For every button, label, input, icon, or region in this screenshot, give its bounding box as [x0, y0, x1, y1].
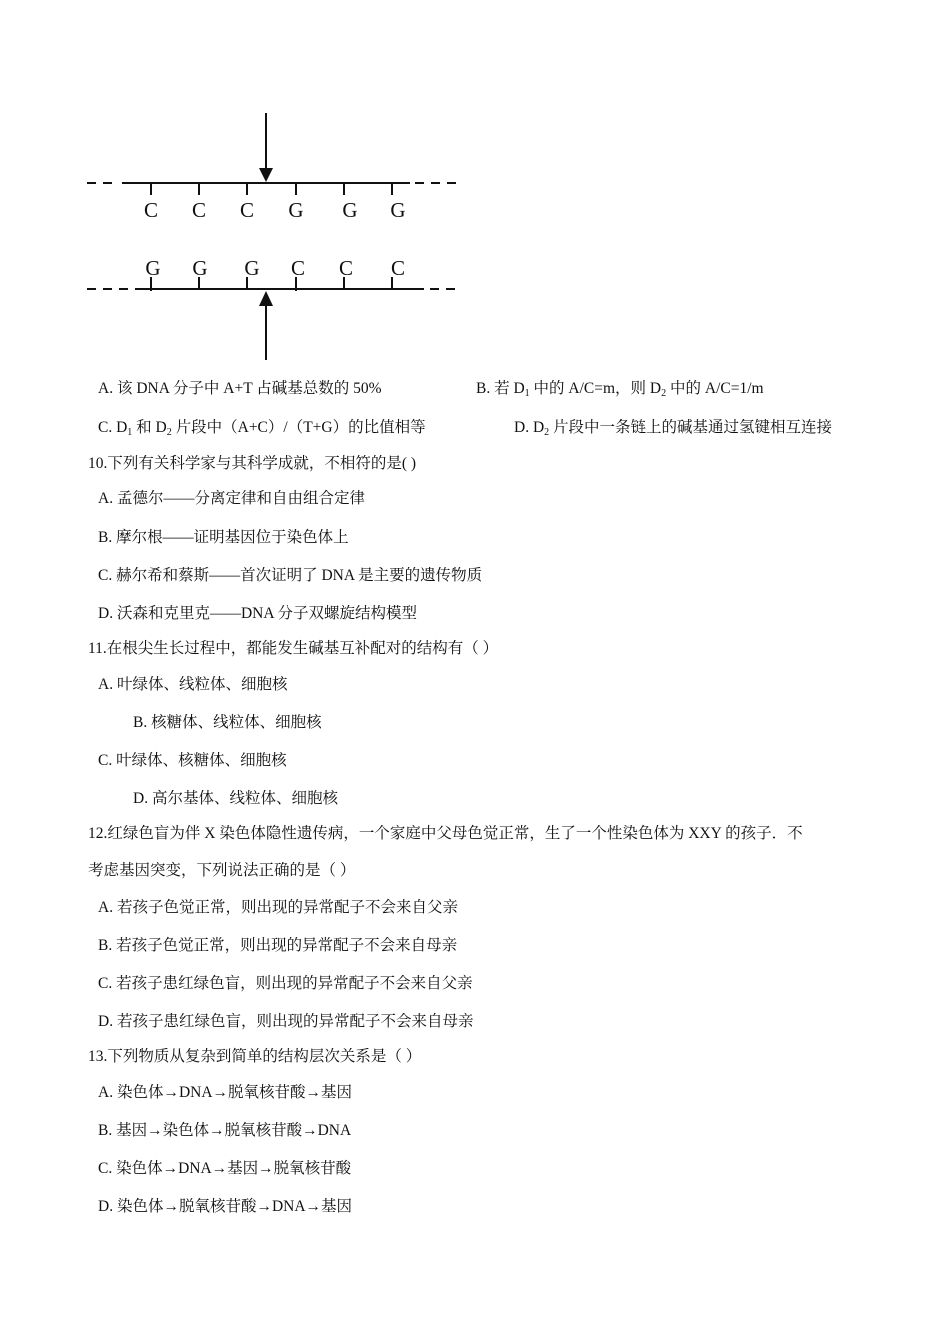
text: C. D	[98, 419, 128, 436]
q11-option-b: B. 核糖体、线粒体、细胞核	[133, 714, 322, 731]
base: G	[192, 256, 208, 280]
text: 中的 A/C=m，则 D	[529, 380, 662, 397]
q11-option-c: C. 叶绿体、核糖体、细胞核	[98, 752, 287, 769]
down-arrow-icon	[259, 168, 273, 182]
base: C	[143, 198, 159, 222]
q12-stem-line2: 考虑基因突变，下列说法正确的是（ ）	[88, 862, 356, 879]
q10-stem: 10.下列有关科学家与其科学成就，不相符的是( )	[88, 455, 417, 472]
q10-option-a: A. 孟德尔——分离定律和自由组合定律	[98, 490, 365, 507]
subscript: 2	[166, 427, 172, 438]
subscript: 2	[544, 427, 550, 438]
q11-option-a: A. 叶绿体、线粒体、细胞核	[98, 676, 288, 693]
q10-option-d: D. 沃森和克里克——DNA 分子双螺旋结构模型	[98, 605, 418, 622]
q9-option-d	[514, 418, 832, 443]
q13-option-c: C. 染色体→DNA→基因→脱氧核苷酸	[98, 1160, 352, 1177]
q13-option-d: D. 染色体→脱氧核苷酸→DNA→基因	[98, 1198, 353, 1215]
text: 和 D	[132, 419, 167, 436]
base: G	[288, 198, 304, 222]
q11-stem: 11.在根尖生长过程中，都能发生碱基互补配对的结构有（ ）	[88, 640, 499, 657]
q11-option-d: D. 高尔基体、线粒体、细胞核	[133, 790, 338, 807]
q10-option-b: B. 摩尔根——证明基因位于染色体上	[98, 529, 349, 546]
q12-option-a: A. 若孩子色觉正常，则出现的异常配子不会来自父亲	[98, 899, 458, 916]
text: 片段中一条链上的碱基通过氢键相互连接	[549, 419, 833, 436]
base: G	[390, 198, 406, 222]
text: D. D	[514, 419, 545, 436]
q12-option-c: C. 若孩子患红绿色盲，则出现的异常配子不会来自父亲	[98, 975, 473, 992]
q10-option-c: C. 赫尔希和蔡斯——首次证明了 DNA 是主要的遗传物质	[98, 567, 483, 584]
q13-option-b: B. 基因→染色体→脱氧核苷酸→DNA	[98, 1122, 352, 1139]
text: 中的 A/C=1/m	[666, 380, 764, 397]
text: B. 若 D	[476, 380, 525, 397]
text: 片段中（A+C）/（T+G）的比值相等	[171, 419, 426, 436]
up-arrow-icon	[259, 291, 273, 306]
base: C	[290, 256, 306, 280]
base: G	[244, 256, 260, 280]
base: C	[338, 256, 354, 280]
base: G	[342, 198, 358, 222]
q12-stem-line1: 12.红绿色盲为伴 X 染色体隐性遗传病，一个家庭中父母色觉正常，生了一个性染色体为 XXY 的孩子．不	[88, 825, 803, 842]
q9-option-a: A. 该 DNA 分子中 A+T 占碱基总数的 50%	[98, 380, 382, 397]
q9-option-b	[476, 379, 764, 404]
subscript: 1	[524, 388, 530, 399]
q13-stem: 13.下列物质从复杂到简单的结构层次关系是（ ）	[88, 1048, 422, 1065]
q12-option-d: D. 若孩子患红绿色盲，则出现的异常配子不会来自母亲	[98, 1013, 474, 1030]
dna-cut-diagram	[0, 0, 480, 370]
subscript: 2	[661, 388, 667, 399]
subscript: 1	[127, 427, 133, 438]
base: C	[239, 198, 255, 222]
q12-option-b: B. 若孩子色觉正常，则出现的异常配子不会来自母亲	[98, 937, 458, 954]
q9-option-c	[98, 418, 426, 443]
base: G	[145, 256, 161, 280]
base: C	[191, 198, 207, 222]
q13-option-a: A. 染色体→DNA→脱氧核苷酸→基因	[98, 1084, 353, 1101]
base: C	[390, 256, 406, 280]
